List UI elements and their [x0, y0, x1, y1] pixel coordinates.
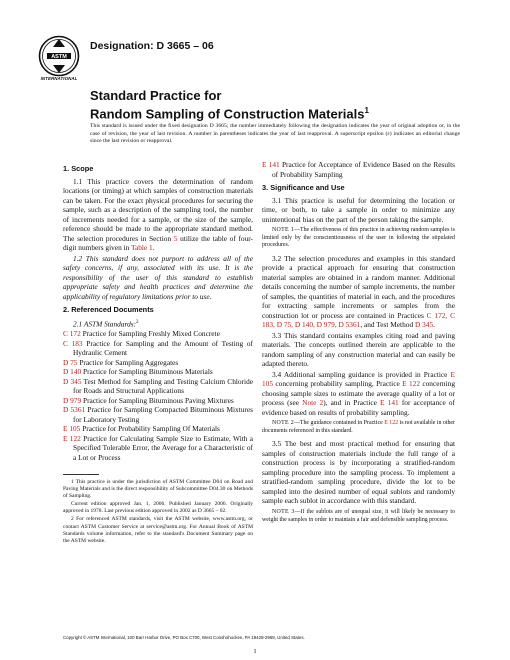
reference-item: E 105 Practice for Probability Sampling Of Materials [63, 424, 220, 434]
right-column [262, 160, 455, 528]
e122-note-link[interactable]: E 122 [384, 420, 399, 427]
reference-list [63, 329, 253, 462]
significance-para-4: 3.4 Additional sampling guidance is provided in Practice E 105 concerning probability sampling, Practice E 122 concerning choosing sample sizes to estimate the average quality of a lot or process (see Note 2), and in Practice E 141 for acceptance of evidence based on results of probability sampling. [262, 369, 456, 417]
reference-item: D 75 Practice for Sampling Aggregates [63, 357, 179, 367]
copyright-notice: Copyright © ASTM International, 100 Barr Harbor Drive, PO Box C700, West Conshohocken, PA 19428-2959, United States. [63, 635, 305, 640]
scope-para-1: 1.1 This practice covers the determination of random locations (or timing) at which samples of construction materials can be taken. For the exact physical procedures for securing the sample, such as a description of the sampling tool, the number of increments needed for a sample, or the size of the sample, reference should be made to the appropriate standard method. The selection procedures in Section 5 utilize the table of four-digit numbers given in Table 1. [63, 176, 253, 252]
significance-para-3: 3.3 This standard contains examples citing road and paving materials. The concepts outlined therein are applicable to the random sampling of any construction material and can easily be adapted thereto. [262, 330, 455, 369]
scope-para-2: 1.2 This standard does not purport to address all of the safety concerns, if any, associated with its use. It is the responsibility of the user of this standard to establish appropriate safety and health practices and determine the applicability of regulatory limitations prior to use. [63, 253, 253, 301]
document-title [90, 88, 470, 121]
footnotes [63, 479, 253, 546]
reference-code-link[interactable]: C 183 [63, 338, 83, 348]
svg-text:ASTM: ASTM [51, 54, 67, 61]
e105-link[interactable]: E 105 [262, 369, 455, 389]
reference-item: D 345 Test Method for Sampling and Testing Calcium Chloride for Roads and Structural Applications [63, 376, 254, 396]
logo-text: INTERNATIONAL [40, 76, 78, 81]
reference-item: E 141 Practice for Acceptance of Evidence Based on the Results of Probability Sampling [262, 160, 455, 179]
reference-code-link[interactable]: E 105 [63, 424, 81, 434]
preamble: This standard is issued under the fixed designation D 3665; the number immediately following the designation indicates the year of original adoption or, in the case of revision, the year of last revision. A number in parentheses indicates the year of last reapproval. A superscript epsilon (ε) indicates an editorial change since the last revision or reapproval. [90, 123, 460, 145]
title-line-2: Random Sampling of Construction Materials$^1$ [90, 106, 369, 122]
astm-standards-subheading: 2.1 ASTM Standards:$^2$ [73, 318, 139, 328]
reference-item: C 183 Practice for Sampling and the Amount of Testing of Hydraulic Cement [63, 338, 253, 358]
reference-code-link[interactable]: C 172 [63, 329, 81, 339]
footnote-divider [63, 474, 99, 475]
reference-list-continued [262, 160, 455, 179]
practices-links[interactable]: C 172, C 183, D 75, D 140, D 979, D 5361 [262, 310, 455, 330]
reference-code-link[interactable]: D 140 [63, 367, 82, 377]
reference-code-link[interactable]: D 979 [63, 395, 82, 405]
note-2: NOTE 2—The guidance contained in Practice E 122 is not available in other documents referenced in this standard. [262, 420, 455, 434]
note-1: NOTE 1—The effectiveness of this practice in achieving random samples is limited only by the conscientiousness of the user in following the stipulated procedures. [262, 227, 455, 249]
reference-code-link[interactable]: E 122 [63, 433, 81, 443]
reference-item: D 140 Practice for Sampling Bituminous Materials [63, 367, 213, 377]
section-5-link[interactable]: 5 [173, 233, 178, 243]
title-line-1: Standard Practice for [90, 88, 222, 103]
e122-link[interactable]: E 122 [402, 379, 420, 389]
left-column [63, 160, 253, 462]
significance-para-1: 3.1 This practice is useful for determining the location or time, or both, to take a sample in order to minimize any unintentional bias on the part of the person taking the sample. [262, 195, 455, 224]
note-3: NOTE 3—If the sublots are of unequal size, it will likely be necessary to weight the samples in order to maintain a fair and defensible sampling process. [262, 508, 455, 523]
significance-para-5: 3.5 The best and most practical method for ensuring that samples of construction materials include the full range of a construction process is by incorporating a stratified-random sampling procedure into the sampling process. To implement a stratified-random sampling procedure, divide the lot to be sampled into the desired number of equal sublots and randomly sample each sublot in accordance with this standard. [262, 439, 455, 506]
significance-para-2: 3.2 The selection procedures and examples in this standard provide a practical approach for ensuring that construction material samples are obtained in a random manner. Additional details concerning the number of sample increments, the number of samples, the quantities of material in each, and the procedures for extracting sample increments or samples from the construction lot or process are contained in Practices C 172, C 183, D 75, D 140, D 979, D 5361, and Test Method D 345. [262, 253, 455, 330]
reference-item: D 979 Practice for Sampling Bituminous Paving Mixtures [63, 395, 234, 405]
significance-heading: 3. Significance and Use [262, 183, 345, 192]
footnote-2: 2 For referenced ASTM standards, visit the ASTM website, www.astm.org, or contact ASTM Customer Service at service@astm.org. For Annual Book of ASTM Standards volume information, refer to the standard's Document Summary page on the ASTM website. [63, 516, 253, 544]
d345-link[interactable]: D 345 [414, 320, 434, 330]
footnote-1-edition: Current edition approved Jan. 1, 2006. Published January 2006. Originally approved in 1978. Last previous edition approved in 2002 as D 3665 – 02. [63, 501, 253, 515]
reference-code-link[interactable]: D 75 [63, 357, 78, 367]
page-number: 1 [253, 648, 257, 655]
reference-item: D 5361 Practice for Sampling Compacted Bituminous Mixtures for Laboratory Testing [63, 405, 253, 424]
designation: Designation: D 3665 – 06 [90, 40, 214, 52]
note-2-link[interactable]: Note 2 [302, 398, 324, 408]
references-heading: 2. Referenced Documents [63, 305, 154, 314]
table-1-link[interactable]: Table 1 [131, 243, 153, 252]
reference-item: E 122 Practice for Calculating Sample Size to Estimate, With a Specified Tolerable Error, the Average for a Characteristic of a Lot or Process [63, 433, 254, 462]
reference-code-link[interactable]: D 345 [63, 376, 82, 386]
scope-heading: 1. Scope [63, 164, 94, 173]
astm-logo-icon [38, 35, 80, 77]
e141-link[interactable]: E 141 [380, 398, 399, 408]
reference-item: C 172 Practice for Sampling Freshly Mixed Concrete [63, 329, 220, 339]
title-footnote-marker: 1 [364, 106, 369, 115]
reference-code-link[interactable]: E 141 [262, 160, 280, 169]
footnote-1: 1 This practice is under the jurisdiction of ASTM Committee D04 on Road and Paving Materials and is the direct responsibility of Subcommittee D04.30 on Methods of Sampling. [63, 479, 253, 500]
reference-code-link[interactable]: D 5361 [63, 405, 86, 415]
